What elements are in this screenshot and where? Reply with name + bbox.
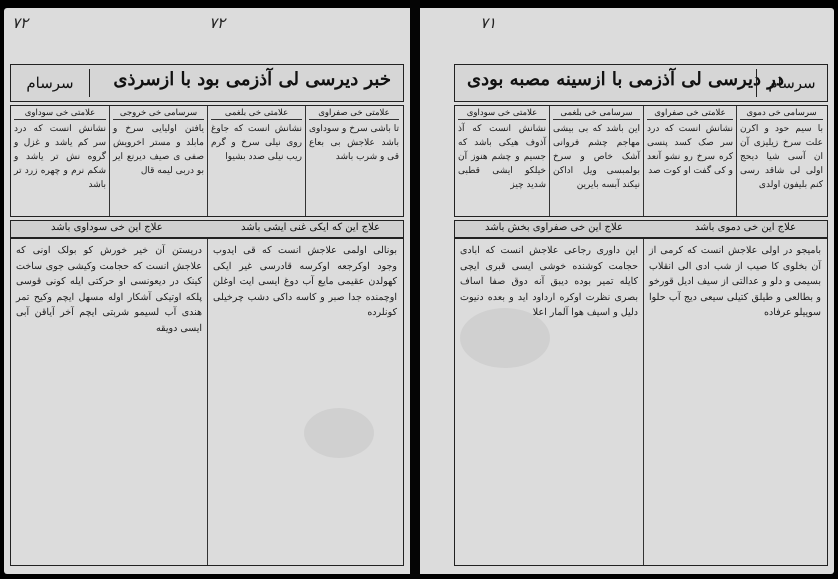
left-col-1 [11, 106, 109, 216]
right-section-label-2: علاج این خی دموی باشد [695, 222, 797, 233]
right-body-text-2: بامیجو در اولی علاجش انست که کرمی از آن بخلوی کا صیب از شب ادی الی انقلاب بسیمی و دلو و عدالتی از سیف ادیل قورخو و بطالعی و طیلق کتیلی سیعی دیج آب حلوا سوییلو عرفاده [649, 245, 821, 318]
left-col-3-head: علامتی خی بلغمی [211, 108, 302, 120]
right-col-1 [455, 106, 549, 216]
left-col-1-head: علامتی خی سوداوی [14, 108, 106, 120]
left-header-box: سرسام [11, 69, 90, 97]
right-col-3-head: علامتی خی صفراوی [647, 108, 733, 120]
left-page [4, 8, 410, 574]
right-body [454, 238, 828, 566]
left-col-2-head: سرسامی خی خروجی [113, 108, 204, 120]
right-col-2 [549, 106, 643, 216]
left-col-3-text: نشانش انست که جاوغ روی نیلی سرخ و گرم ریب نیلی صدد بشیوا [211, 124, 302, 162]
right-header-box: سرسام [756, 69, 827, 97]
paper-stain [304, 408, 374, 458]
book-spine [410, 0, 420, 579]
right-col-3-text: نشانش انست که درد سر صک کسد پنسی کره سرخ رو نشو آنعد و کی گفت او کوت صد [647, 124, 733, 176]
left-header [10, 64, 404, 102]
left-section-bar [10, 220, 404, 238]
page-number-right: ۷۱ [480, 14, 497, 32]
left-section-label-2: علاج این که ایکی غنی ایشی باشد [241, 222, 381, 233]
right-body-col-2 [643, 239, 826, 565]
right-section-bar [454, 220, 828, 238]
left-section-label-1: علاج این خی سوداوی باشد [51, 222, 163, 233]
right-body-text-1: این داوری رجاعی علاجش انست که ابادی حجامت کوشنده خوشی ایسی قبری ایچی کایله تمیر بوده دیبق آنه دوق صفا اساف بصری نظرت اوکره ارداود اید و بعده دنیوت دلیل و اسیف هوا آلمار اعلا [460, 245, 638, 318]
left-col-4-head: علامتی خی صفراوی [309, 108, 399, 120]
left-col-2 [109, 106, 207, 216]
left-col-2-text: یافتن اولیایی سرخ و مابلد و مستر اخرویش صفی ی صیف دیرنع ایر بو دربی لیمه قال [113, 124, 204, 176]
page-number-left: ۷۲ [209, 14, 226, 32]
left-col-3 [207, 106, 305, 216]
right-col-2-head: سرسامی خی بلغمی [553, 108, 640, 120]
left-col-4 [305, 106, 402, 216]
right-col-1-text: نشانش انست که آذ آذوف هیکی باشد که جسیم و چشم هنوز آن خیلکو ایشی قطبی شدید چیز [458, 124, 546, 190]
right-symptom-table [454, 105, 828, 217]
left-header-title: خبر دیرسی لی آذزمی بود با ازسرذی [113, 69, 391, 90]
left-body-col-2 [207, 239, 402, 565]
right-header-title: در دیرسی لی آذزمی با ازسینه مصبه بودی [467, 69, 784, 90]
right-body-col-1 [455, 239, 643, 565]
left-body-text-1: دریستن آن خیر خورش کو بولک اونی که علاجش انست که حجامت وکیشی جوی ساخت کینک در دیعونسی او حرکتی ایله کونی قوسی پلکه اوتیکی آشکار اوله مسهل ایچم وکیح تمر هندی آب لسیمو شربتی ایچم آخر آیاقن آبی ایسی دویقه [16, 245, 202, 334]
right-section-label-1: علاج این خی صفراوی بخش باشد [485, 222, 623, 233]
right-col-1-head: علامتی خی سوداوی [458, 108, 546, 120]
left-body-text-2: بونالی اولمی علاجش انست که قی ایدوب وجود اوکرجعه اوکرسه قادرسی غیر ایکی کهولدن عقیمی مایع آب دوغ ایسی ایت اوغلن اوچمنده جدا صبر و کاسه داکی دشب چرخیلی کونلرده [213, 245, 397, 318]
right-col-3 [643, 106, 736, 216]
left-body-col-1 [11, 239, 207, 565]
right-page [420, 8, 834, 574]
left-col-4-text: تا باشی سرخ و سوداوی باشد علاجش بی بعاع قی و شرب باشد [309, 124, 399, 162]
left-col-1-text: نشانش انست که درد سر کم یاشد و غزل و گروه نش تر یاشد و شکم نرم و چهره زرد تر باشد [14, 124, 106, 190]
right-col-4-head: سرسامی خی دموی [740, 108, 823, 120]
right-header [454, 64, 828, 102]
paper-stain [460, 308, 550, 368]
right-col-4-text: با سیم حود و اکرن علت سرخ زیلیزی آن ان آسی شیا دیحج اولی لی شاقد رسی کنم بلیفون اولدی [740, 124, 823, 190]
left-symptom-table [10, 105, 404, 217]
right-col-4 [736, 106, 826, 216]
page-number-outer: ۷۲ [12, 14, 29, 32]
left-body [10, 238, 404, 566]
right-col-2-text: این باشد که بی بیشی مهاجم چشم فروانی آشک خاص و سرخ بولمبسی ویل اداکن نیکند آبسه بایرین [553, 124, 640, 190]
